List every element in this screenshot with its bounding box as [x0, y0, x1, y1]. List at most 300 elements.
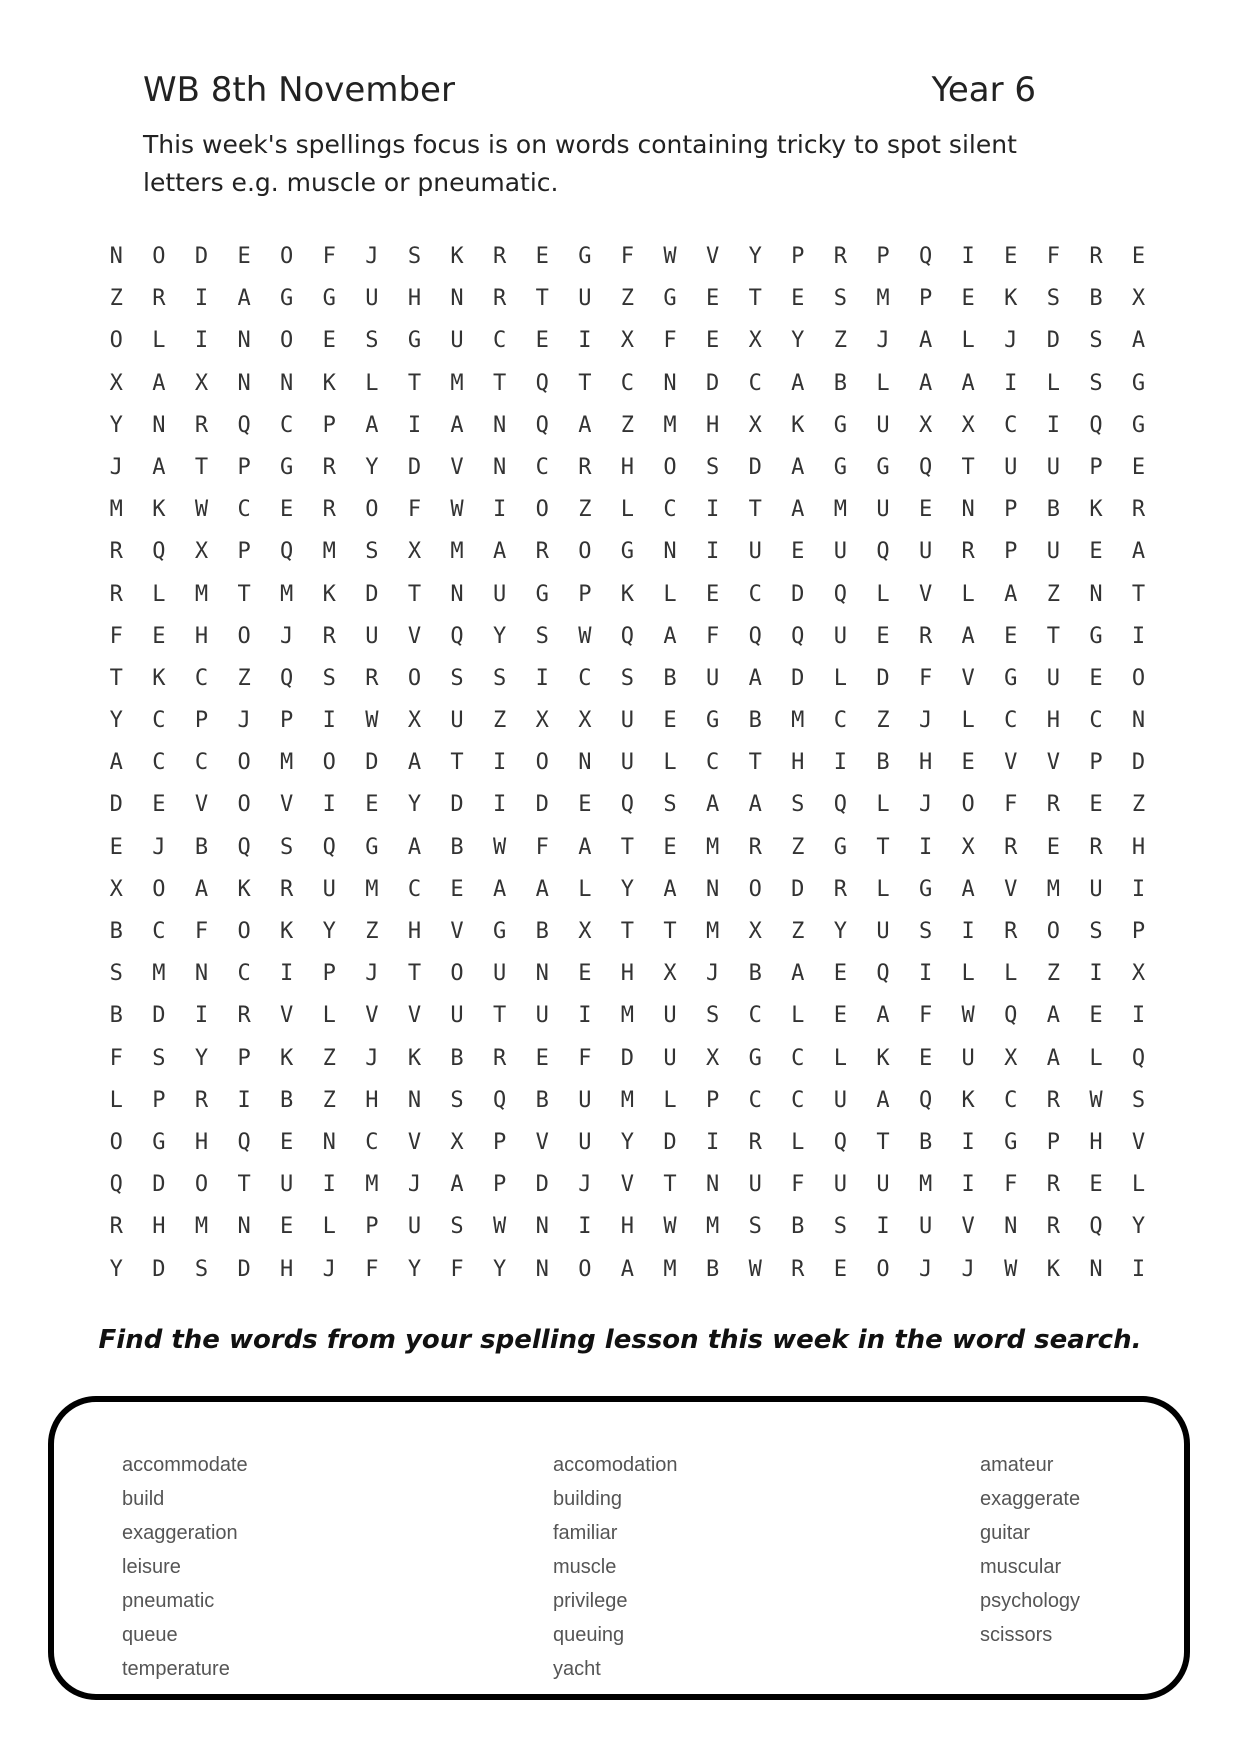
- grid-letter: G: [280, 454, 294, 480]
- grid-letter: I: [493, 792, 507, 818]
- grid-letter: I: [535, 665, 549, 691]
- grid-letter: U: [407, 1214, 422, 1240]
- grid-letter: P: [1004, 497, 1018, 523]
- grid-letter: O: [407, 665, 422, 691]
- grid-letter: N: [535, 1214, 549, 1240]
- grid-letter: N: [663, 539, 677, 565]
- grid-letter: Z: [578, 497, 592, 523]
- grid-letter: A: [152, 370, 166, 396]
- grid-letter: L: [961, 961, 975, 987]
- grid-letter: C: [833, 708, 848, 734]
- grid-letter: Q: [748, 623, 762, 649]
- word-list-item: psychology: [980, 1590, 1081, 1612]
- grid-letter: E: [663, 834, 677, 860]
- grid-letter: R: [918, 623, 933, 649]
- grid-letter: L: [876, 792, 890, 818]
- grid-letter: Y: [791, 328, 805, 354]
- grid-letter: I: [194, 1003, 209, 1029]
- grid-letter: G: [578, 244, 592, 269]
- word-list-box: [48, 1396, 1190, 1700]
- grid-letter: A: [918, 370, 933, 396]
- grid-letter: T: [450, 750, 464, 776]
- grid-letter: R: [1004, 919, 1018, 944]
- grid-letter: J: [237, 708, 251, 734]
- grid-letter: K: [280, 1045, 294, 1071]
- grid-letter: D: [237, 1256, 251, 1282]
- grid-letter: S: [280, 834, 294, 860]
- grid-letter: T: [748, 286, 762, 312]
- grid-letter: T: [407, 961, 422, 987]
- grid-letter: R: [237, 1003, 251, 1029]
- grid-letter: T: [578, 370, 592, 396]
- grid-letter: M: [194, 1214, 209, 1240]
- grid-letter: S: [663, 792, 677, 818]
- worksheet-header: [143, 70, 1036, 202]
- grid-letter: D: [876, 665, 890, 691]
- grid-letter: E: [1046, 834, 1060, 860]
- grid-letter: L: [620, 497, 635, 523]
- grid-letter: C: [1089, 708, 1103, 734]
- grid-letter: N: [322, 1129, 336, 1155]
- grid-letter: N: [407, 1087, 422, 1113]
- grid-letter: F: [1004, 792, 1018, 818]
- grid-letter: U: [493, 581, 507, 607]
- grid-letter: S: [109, 961, 123, 987]
- grid-letter: B: [1046, 497, 1060, 523]
- grid-letter: N: [237, 328, 251, 354]
- grid-letter: X: [748, 919, 762, 944]
- grid-letter: N: [450, 581, 464, 607]
- grid-letter: L: [322, 1214, 336, 1240]
- grid-letter: O: [1131, 665, 1146, 691]
- grid-letter: P: [493, 1172, 507, 1198]
- grid-letter: S: [450, 1087, 464, 1113]
- grid-letter: I: [578, 1003, 592, 1029]
- grid-letter: A: [705, 792, 720, 818]
- grid-letter: N: [194, 961, 209, 987]
- grid-letter: L: [365, 370, 379, 396]
- grid-letter: E: [1089, 665, 1103, 691]
- grid-letter: C: [705, 750, 720, 776]
- grid-letter: Q: [918, 244, 933, 269]
- grid-letter: P: [918, 286, 933, 312]
- grid-letter: O: [535, 750, 549, 776]
- grid-letter: J: [876, 328, 890, 354]
- grid-letter: Q: [493, 1087, 507, 1113]
- grid-letter: R: [322, 497, 336, 523]
- grid-letter: M: [280, 581, 294, 607]
- grid-letter: U: [918, 1214, 933, 1240]
- grid-letter: W: [493, 834, 507, 860]
- grid-letter: F: [1046, 244, 1060, 269]
- grid-letter: H: [620, 961, 635, 987]
- grid-letter: X: [918, 412, 933, 438]
- grid-letter: U: [918, 539, 933, 565]
- grid-letter: P: [280, 708, 294, 734]
- grid-letter: H: [280, 1256, 294, 1282]
- grid-letter: F: [918, 1003, 933, 1029]
- grid-letter: A: [791, 497, 805, 523]
- grid-letter: T: [748, 750, 762, 776]
- grid-letter: B: [748, 961, 762, 987]
- grid-letter: J: [365, 961, 379, 987]
- grid-letter: F: [1004, 1172, 1018, 1198]
- grid-letter: U: [1089, 876, 1103, 902]
- grid-letter: H: [152, 1214, 166, 1240]
- grid-letter: M: [365, 1172, 379, 1198]
- grid-letter: E: [152, 792, 166, 818]
- grid-letter: G: [365, 834, 379, 860]
- word-list-item: build: [122, 1488, 165, 1510]
- grid-letter: L: [791, 1003, 805, 1029]
- grid-letter: B: [109, 1003, 123, 1029]
- grid-letter: D: [152, 1256, 166, 1282]
- grid-letter: V: [194, 792, 209, 818]
- grid-letter: P: [1004, 539, 1018, 565]
- grid-letter: E: [791, 539, 805, 565]
- grid-letter: S: [918, 919, 933, 944]
- grid-letter: D: [1046, 328, 1060, 354]
- grid-letter: Y: [833, 919, 848, 944]
- grid-letter: Q: [322, 834, 336, 860]
- grid-letter: R: [535, 539, 549, 565]
- grid-letter: G: [833, 412, 848, 438]
- grid-letter: B: [535, 919, 549, 944]
- grid-letter: W: [365, 708, 379, 734]
- grid-letter: E: [535, 1045, 549, 1071]
- grid-letter: H: [407, 919, 422, 944]
- grid-letter: D: [152, 1003, 166, 1029]
- word-list-item: accommodate: [122, 1454, 248, 1476]
- grid-letter: A: [961, 876, 975, 902]
- grid-letter: O: [876, 1256, 890, 1282]
- grid-letter: E: [961, 286, 975, 312]
- grid-letter: K: [1089, 497, 1103, 523]
- grid-letter: P: [791, 244, 805, 269]
- grid-letter: O: [109, 328, 123, 354]
- grid-letter: C: [1004, 708, 1018, 734]
- grid-letter: I: [961, 1172, 975, 1198]
- grid-letter: M: [833, 497, 848, 523]
- grid-letter: E: [1131, 244, 1146, 269]
- grid-letter: H: [407, 286, 422, 312]
- grid-letter: V: [280, 1003, 294, 1029]
- grid-letter: M: [1046, 876, 1060, 902]
- grid-letter: A: [918, 328, 933, 354]
- grid-letter: R: [1089, 244, 1103, 269]
- grid-letter: S: [705, 1003, 720, 1029]
- grid-letter: H: [791, 750, 805, 776]
- grid-letter: F: [450, 1256, 464, 1282]
- grid-letter: A: [961, 370, 975, 396]
- grid-letter: U: [620, 708, 635, 734]
- grid-letter: U: [1046, 454, 1060, 480]
- grid-letter: T: [620, 834, 635, 860]
- grid-letter: R: [152, 286, 166, 312]
- grid-letter: P: [705, 1087, 720, 1113]
- grid-letter: I: [578, 1214, 592, 1240]
- grid-letter: U: [578, 1087, 592, 1113]
- grid-letter: E: [280, 1214, 294, 1240]
- grid-letter: X: [748, 328, 762, 354]
- grid-letter: B: [1089, 286, 1103, 312]
- grid-letter: A: [620, 1256, 635, 1282]
- grid-letter: P: [365, 1214, 379, 1240]
- grid-letter: P: [493, 1129, 507, 1155]
- grid-letter: S: [620, 665, 635, 691]
- grid-letter: G: [833, 834, 848, 860]
- grid-letter: R: [833, 876, 848, 902]
- grid-letter: A: [365, 412, 379, 438]
- grid-letter: N: [237, 1214, 251, 1240]
- grid-letter: D: [365, 750, 379, 776]
- grid-letter: A: [578, 834, 592, 860]
- grid-letter: U: [450, 328, 464, 354]
- grid-letter: U: [365, 286, 379, 312]
- grid-letter: A: [791, 454, 805, 480]
- grid-letter: R: [365, 665, 379, 691]
- grid-letter: G: [1004, 1129, 1018, 1155]
- grid-letter: M: [280, 750, 294, 776]
- grid-letter: N: [450, 286, 464, 312]
- grid-letter: G: [535, 581, 549, 607]
- grid-letter: S: [1089, 919, 1103, 944]
- grid-letter: L: [578, 876, 592, 902]
- grid-letter: M: [109, 497, 123, 523]
- grid-letter: Y: [748, 244, 762, 269]
- grid-letter: U: [961, 1045, 975, 1071]
- grid-letter: W: [663, 1214, 677, 1240]
- grid-letter: Y: [620, 876, 635, 902]
- grid-letter: P: [237, 539, 251, 565]
- grid-letter: T: [961, 454, 975, 480]
- grid-letter: E: [833, 1003, 848, 1029]
- grid-letter: A: [1046, 1003, 1060, 1029]
- grid-letter: Q: [237, 412, 251, 438]
- grid-letter: L: [1089, 1045, 1103, 1071]
- grid-letter: E: [1004, 623, 1018, 649]
- grid-letter: S: [748, 1214, 762, 1240]
- grid-letter: F: [791, 1172, 805, 1198]
- grid-letter: S: [493, 665, 507, 691]
- grid-letter: F: [109, 1045, 123, 1071]
- grid-letter: E: [1089, 792, 1103, 818]
- grid-letter: R: [1046, 1214, 1060, 1240]
- grid-letter: E: [280, 1129, 294, 1155]
- grid-letter: Z: [791, 834, 805, 860]
- grid-letter: Q: [1089, 1214, 1103, 1240]
- grid-letter: N: [535, 961, 549, 987]
- grid-letter: C: [748, 370, 762, 396]
- grid-letter: Z: [1046, 961, 1060, 987]
- grid-letter: A: [152, 454, 166, 480]
- grid-letter: F: [535, 834, 549, 860]
- header-row: [143, 70, 1036, 118]
- grid-letter: D: [109, 792, 123, 818]
- grid-letter: M: [918, 1172, 933, 1198]
- grid-letter: U: [748, 539, 762, 565]
- grid-letter: T: [663, 1172, 677, 1198]
- grid-letter: C: [194, 665, 209, 691]
- grid-letter: W: [748, 1256, 762, 1282]
- grid-letter: Q: [1089, 412, 1103, 438]
- grid-letter: D: [791, 876, 805, 902]
- grid-letter: A: [578, 412, 592, 438]
- grid-letter: E: [705, 328, 720, 354]
- grid-letter: E: [663, 708, 677, 734]
- grid-letter: G: [1004, 665, 1018, 691]
- grid-letter: V: [1004, 750, 1018, 776]
- grid-letter: T: [1131, 581, 1146, 607]
- grid-letter: G: [280, 286, 294, 312]
- grid-letter: B: [450, 1045, 464, 1071]
- grid-letter: L: [152, 328, 166, 354]
- grid-letter: P: [1089, 750, 1103, 776]
- grid-letter: D: [450, 792, 464, 818]
- grid-letter: L: [876, 876, 890, 902]
- grid-letter: U: [748, 1172, 762, 1198]
- grid-letter: V: [450, 454, 464, 480]
- grid-letter: E: [450, 876, 464, 902]
- grid-letter: Q: [833, 1129, 848, 1155]
- grid-letter: W: [194, 497, 209, 523]
- grid-letter: O: [237, 919, 251, 944]
- grid-letter: S: [365, 328, 379, 354]
- grid-letter: C: [663, 497, 677, 523]
- grid-letter: S: [1046, 286, 1060, 312]
- grid-letter: D: [365, 581, 379, 607]
- grid-letter: O: [578, 539, 592, 565]
- grid-letter: R: [194, 412, 209, 438]
- grid-letter: R: [1131, 497, 1146, 523]
- grid-letter: N: [493, 412, 507, 438]
- grid-letter: U: [450, 1003, 464, 1029]
- grid-letter: C: [791, 1045, 805, 1071]
- grid-letter: A: [791, 961, 805, 987]
- grid-letter: W: [663, 244, 677, 269]
- word-list-item: exaggeration: [122, 1522, 238, 1544]
- grid-letter: Z: [791, 919, 805, 944]
- grid-letter: A: [1004, 581, 1018, 607]
- grid-letter: I: [493, 750, 507, 776]
- grid-letter: T: [493, 370, 507, 396]
- grid-letter: O: [748, 876, 762, 902]
- grid-letter: N: [663, 370, 677, 396]
- grid-letter: Y: [407, 1256, 422, 1282]
- grid-letter: X: [578, 708, 592, 734]
- grid-letter: A: [109, 750, 123, 776]
- grid-letter: R: [194, 1087, 209, 1113]
- grid-letter: G: [1089, 623, 1103, 649]
- grid-letter: T: [535, 286, 549, 312]
- grid-letter: O: [322, 750, 336, 776]
- grid-letter: Q: [109, 1172, 123, 1198]
- grid-letter: E: [109, 834, 123, 860]
- grid-letter: A: [407, 750, 422, 776]
- grid-letter: U: [876, 497, 890, 523]
- word-list-item: familiar: [553, 1522, 618, 1544]
- grid-letter: O: [237, 750, 251, 776]
- grid-letter: U: [876, 919, 890, 944]
- grid-letter: J: [578, 1172, 592, 1198]
- grid-letter: D: [535, 792, 549, 818]
- grid-letter: E: [705, 286, 720, 312]
- grid-letter: X: [535, 708, 549, 734]
- year-label: Year 6: [931, 70, 1036, 110]
- grid-letter: T: [620, 919, 635, 944]
- grid-letter: Z: [833, 328, 848, 354]
- word-list-item: exaggerate: [980, 1488, 1081, 1510]
- grid-letter: A: [1131, 539, 1146, 565]
- grid-letter: T: [663, 919, 677, 944]
- grid-letter: M: [663, 1256, 677, 1282]
- grid-letter: D: [535, 1172, 549, 1198]
- grid-letter: T: [407, 370, 422, 396]
- grid-letter: A: [748, 792, 762, 818]
- grid-letter: T: [407, 581, 422, 607]
- grid-letter: B: [663, 665, 677, 691]
- grid-letter: K: [620, 581, 635, 607]
- grid-letter: P: [876, 244, 890, 269]
- grid-letter: H: [918, 750, 933, 776]
- grid-letter: J: [705, 961, 720, 987]
- grid-letter: I: [280, 961, 294, 987]
- grid-letter: J: [109, 454, 123, 480]
- grid-letter: P: [1089, 454, 1103, 480]
- grid-letter: A: [663, 623, 677, 649]
- grid-letter: Z: [322, 1045, 336, 1071]
- grid-letter: U: [833, 539, 848, 565]
- grid-letter: X: [663, 961, 677, 987]
- grid-letter: Z: [1131, 792, 1146, 818]
- grid-letter: E: [1089, 1003, 1103, 1029]
- grid-letter: N: [237, 370, 251, 396]
- grid-letter: U: [876, 1172, 890, 1198]
- grid-letter: R: [493, 1045, 507, 1071]
- grid-letter: H: [1046, 708, 1060, 734]
- grid-letter: X: [407, 708, 422, 734]
- grid-letter: B: [109, 919, 123, 944]
- grid-letter: R: [322, 623, 336, 649]
- grid-letter: K: [322, 581, 336, 607]
- grid-letter: Z: [322, 1087, 336, 1113]
- grid-letter: E: [833, 1256, 848, 1282]
- grid-letter: D: [748, 454, 762, 480]
- grid-letter: V: [1131, 1129, 1146, 1155]
- word-list-item: pneumatic: [122, 1590, 215, 1612]
- grid-letter: S: [1089, 370, 1103, 396]
- grid-letter: F: [322, 244, 336, 269]
- grid-letter: L: [663, 581, 677, 607]
- grid-letter: R: [1046, 1172, 1060, 1198]
- grid-letter: U: [1046, 665, 1060, 691]
- grid-letter: F: [705, 623, 720, 649]
- grid-letter: U: [663, 1003, 677, 1029]
- grid-letter: P: [578, 581, 592, 607]
- grid-letter: W: [578, 623, 592, 649]
- grid-letter: R: [791, 1256, 805, 1282]
- grid-letter: R: [109, 539, 123, 565]
- grid-letter: E: [152, 623, 166, 649]
- grid-letter: I: [322, 1172, 336, 1198]
- grid-letter: I: [194, 328, 209, 354]
- grid-letter: S: [833, 286, 848, 312]
- grid-letter: S: [1131, 1087, 1146, 1113]
- grid-letter: M: [620, 1087, 635, 1113]
- grid-letter: C: [620, 370, 635, 396]
- grid-letter: Z: [876, 708, 890, 734]
- grid-letter: S: [365, 539, 379, 565]
